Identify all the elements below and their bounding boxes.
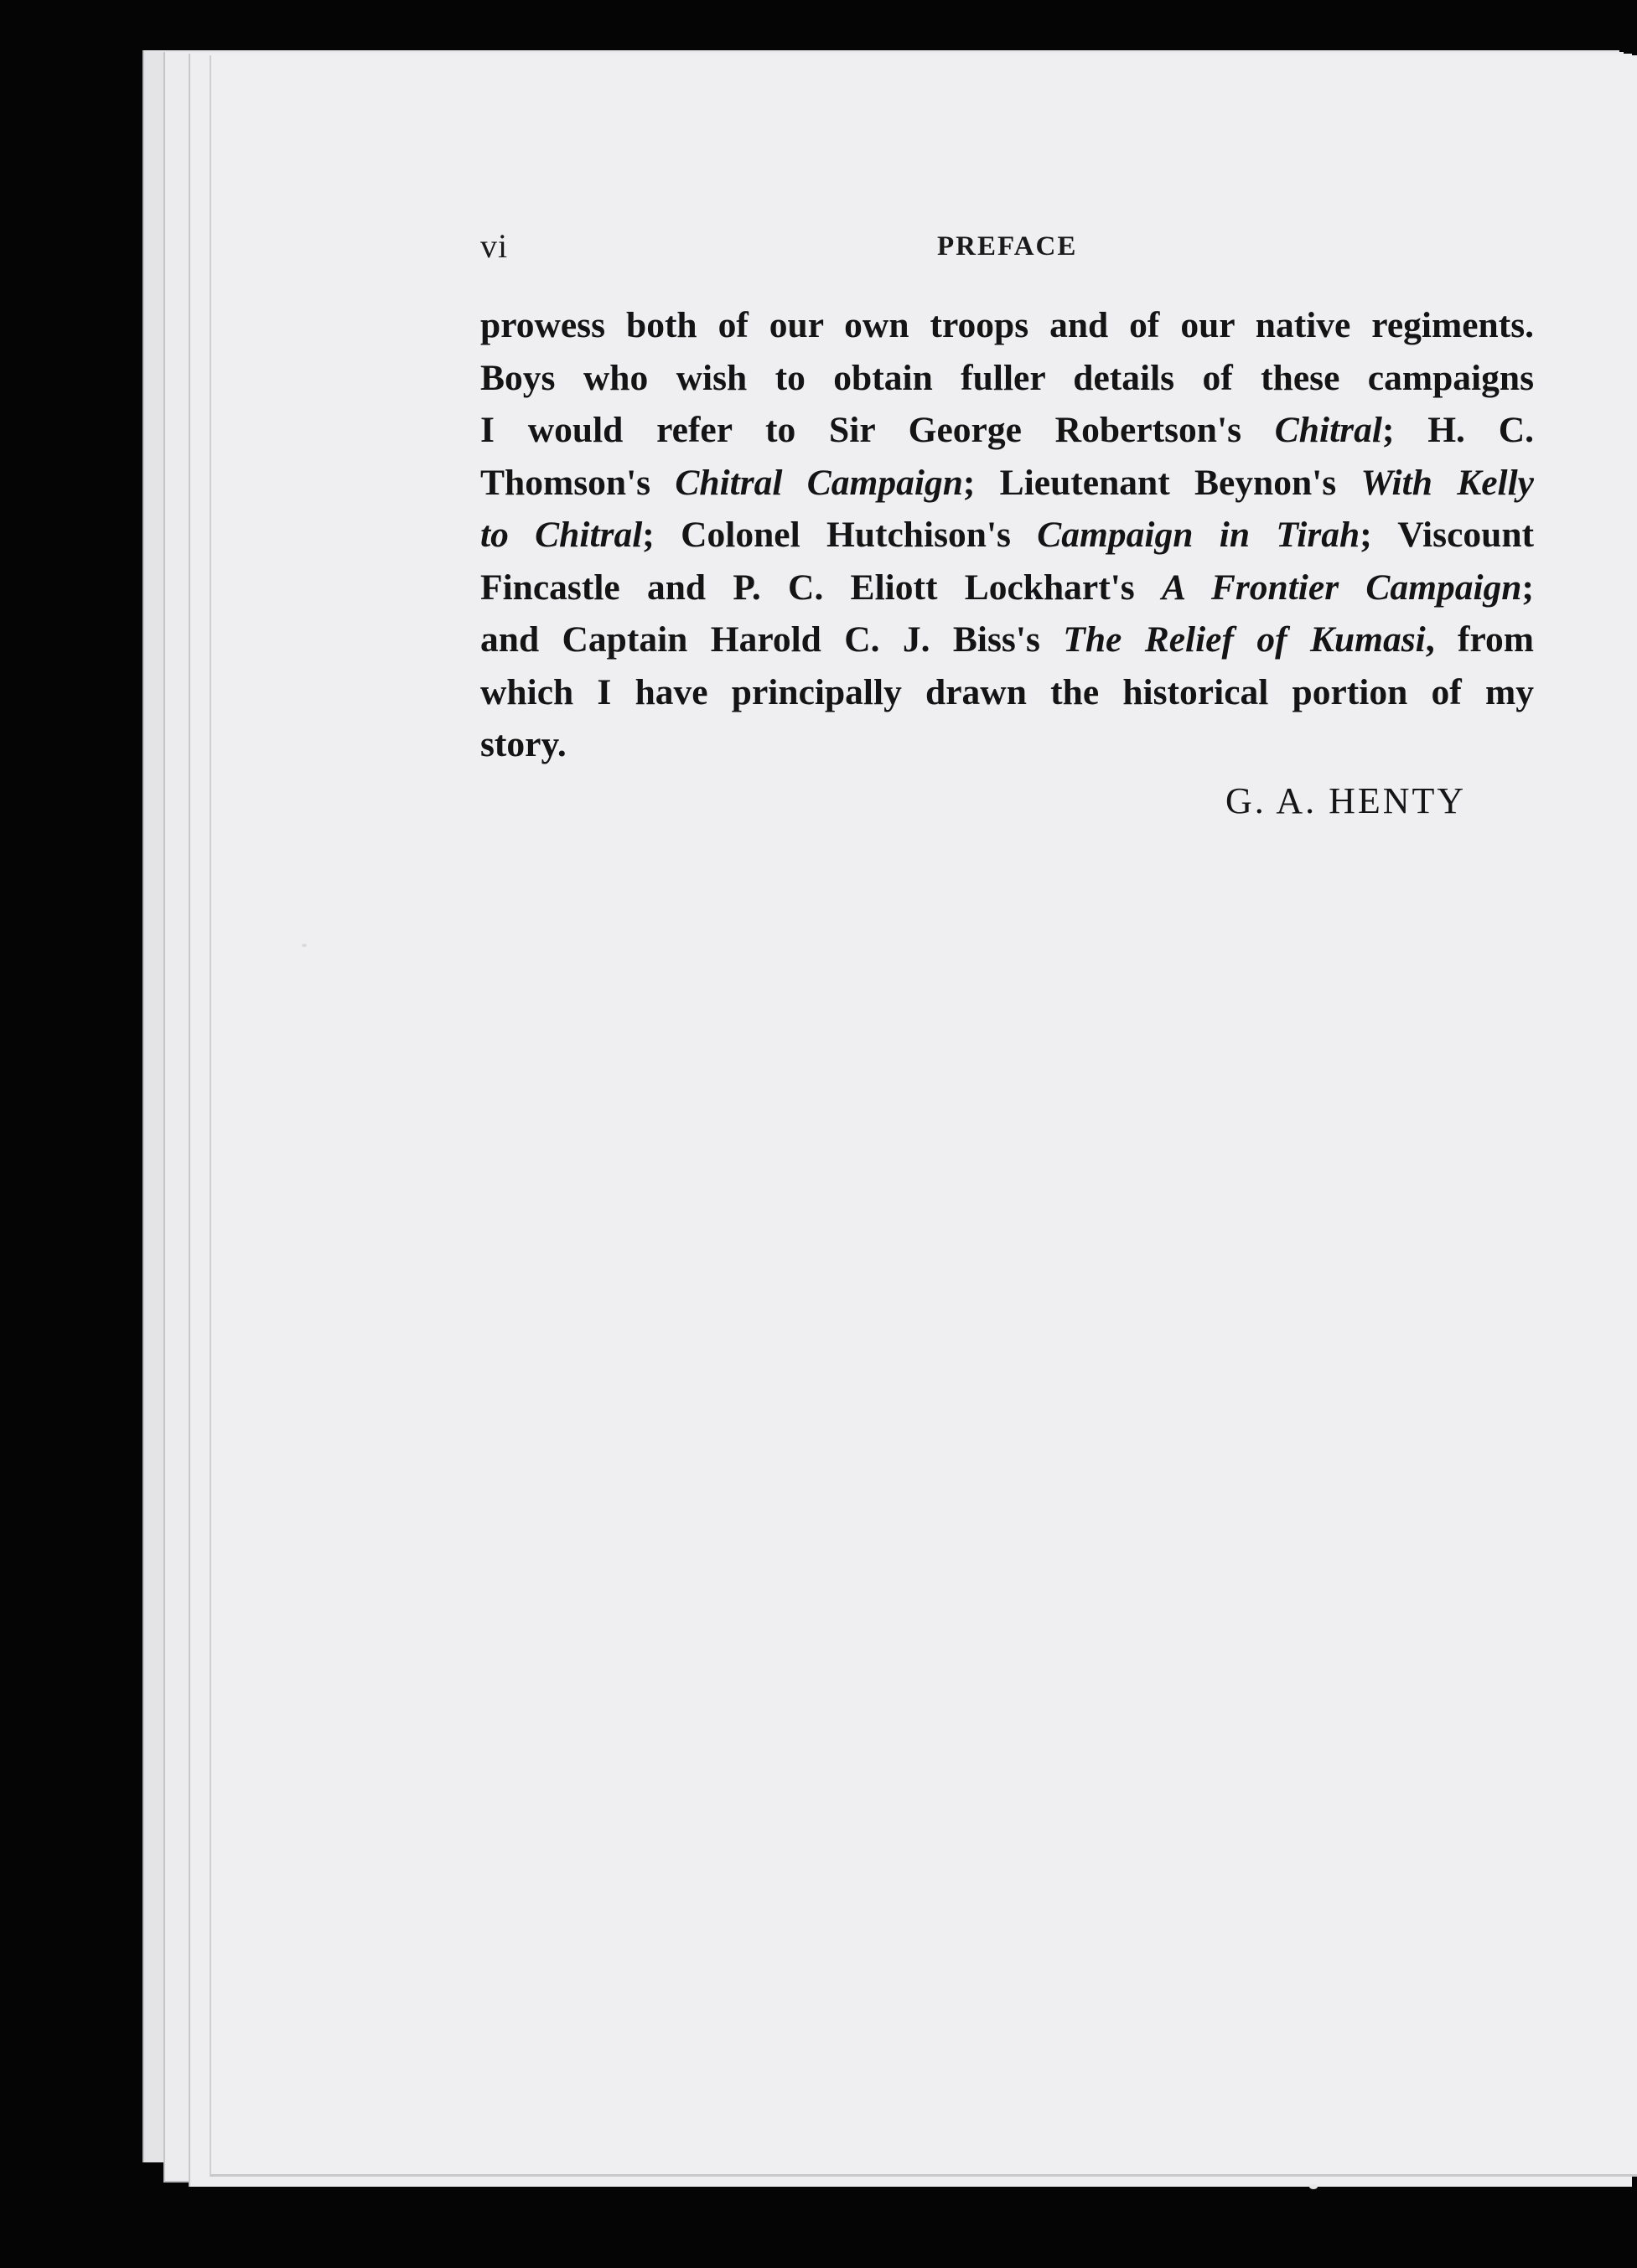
book-title-text: A Frontier Campaign <box>1161 567 1522 608</box>
book-title-text: With Kelly <box>1360 462 1534 503</box>
preface-paragraph <box>480 299 1534 771</box>
paper-speck <box>1309 2184 1318 2189</box>
body-text-run: story. <box>480 724 567 764</box>
body-text-run: ; Lieutenant Beynon's <box>962 462 1361 503</box>
body-text-run: Fincastle and P. C. Eliott Lockhart's <box>480 567 1162 608</box>
paper-speck <box>302 944 307 947</box>
author-signature: G. A. HENTY <box>1225 780 1467 821</box>
body-text-run: I would refer to Sir George Robertson's <box>480 410 1275 450</box>
text-line <box>480 404 1534 457</box>
text-line <box>480 718 1534 771</box>
text-line <box>480 457 1534 510</box>
body-text-run: , from <box>1425 619 1535 660</box>
body-text-run: ; H. C. <box>1381 410 1534 450</box>
text-line <box>480 509 1534 562</box>
text-line <box>480 614 1534 666</box>
book-title-text: Campaign in Tirah <box>1037 515 1360 555</box>
text-line <box>480 562 1534 614</box>
text-line <box>480 299 1534 352</box>
book-title-text: to Chitral <box>480 515 643 555</box>
book-title-text: Chitral Campaign <box>675 462 963 503</box>
body-text-run: ; <box>1521 567 1534 608</box>
book-title-text: The Relief of Kumasi <box>1063 619 1426 660</box>
text-line <box>480 666 1534 719</box>
text-line <box>480 352 1534 405</box>
book-title-text: Chitral <box>1274 410 1382 450</box>
body-text-run: Boys who wish to obtain fuller details of these campaigns <box>480 357 1534 398</box>
body-text-run: which I have principally drawn the historical portion of my <box>480 671 1534 712</box>
body-text-run: ; Viscount <box>1360 515 1535 555</box>
page-number: vi <box>480 227 509 265</box>
body-text-run: ; Colonel Hutchison's <box>642 515 1038 555</box>
body-text-run: prowess both of our own troops and of our native regiments. <box>480 305 1534 345</box>
body-text-run: Thomson's <box>480 462 676 503</box>
running-title: PREFACE <box>937 231 1078 261</box>
running-head <box>480 226 1528 268</box>
body-text-run: and Captain Harold C. J. Biss's <box>480 619 1064 660</box>
